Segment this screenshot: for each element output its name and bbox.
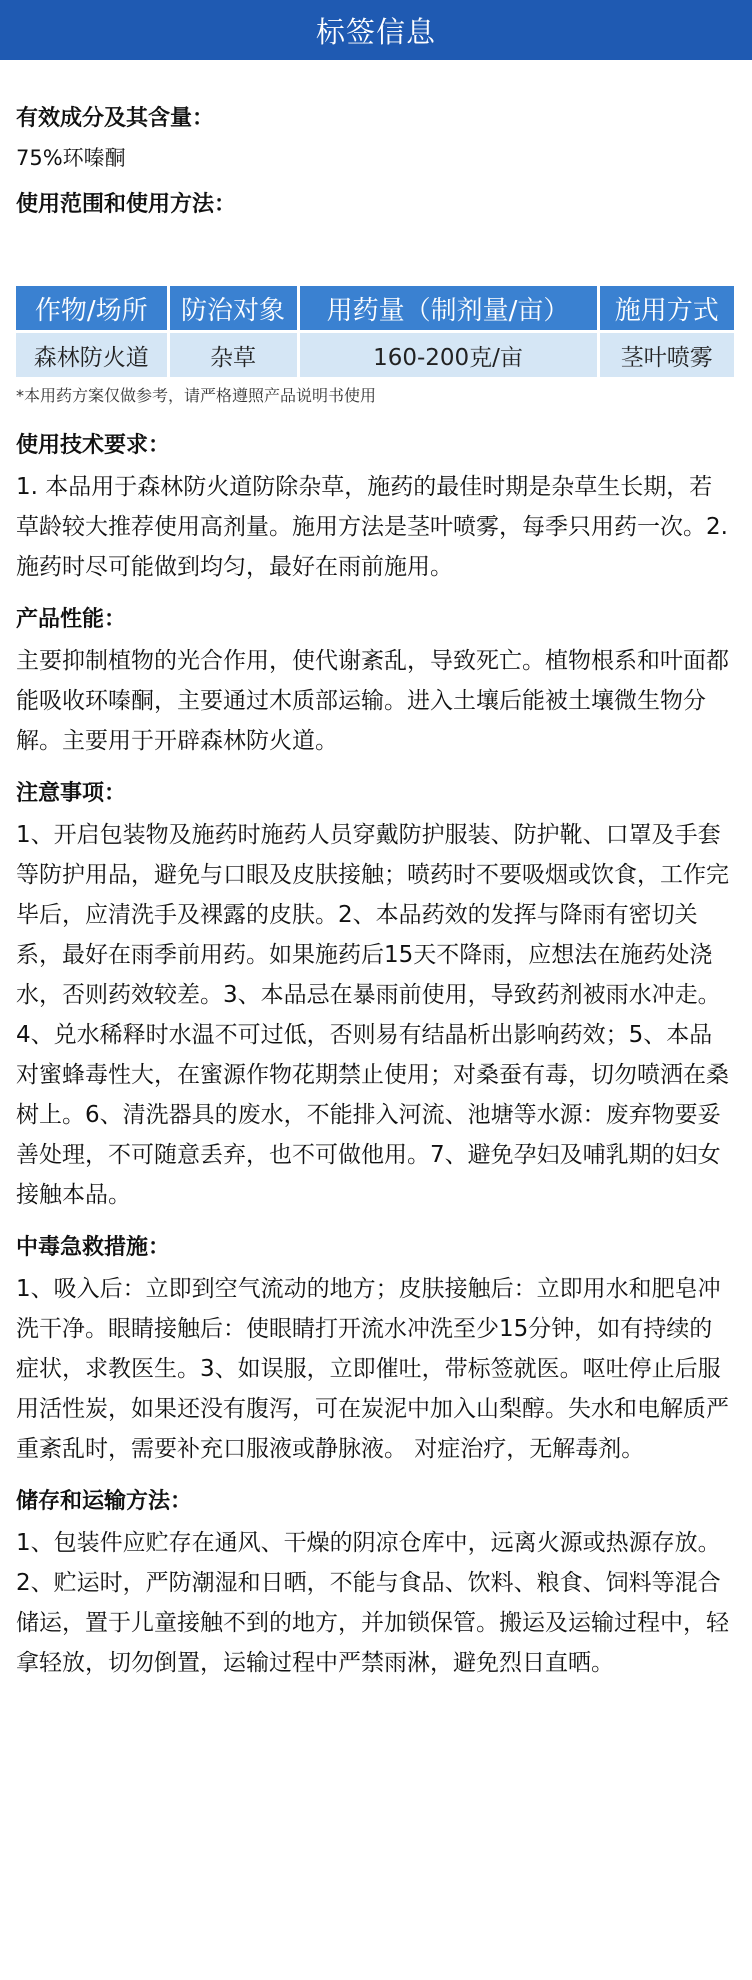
usage-table-cell: 茎叶喷雾 [598,332,734,378]
usage-table-header-cell: 施用方式 [598,286,734,332]
table-row [16,332,734,378]
usage-table-header-cell: 作物/场所 [16,286,168,332]
usage-table-cell: 160-200克/亩 [298,332,598,378]
page-title: 标签信息 [315,14,436,49]
first-aid-title: 中毒急救措施： [16,1235,171,1260]
first-aid-text: 1、吸入后：立即到空气流动的地方；皮肤接触后：立即用水和肥皂冲洗干净。眼睛接触后：使眼睛打开流水冲洗至少15分钟，如有持续的症状，求教医生。3、如误服，立即催吐，带标签就医。呕吐停止后服用活性炭，如果还没有腹泻，可在炭泥中加入山梨醇。失水和电解质严重紊乱时，需要补充口服液或静脉液。 对症治疗，无解毒剂。 [16,1276,729,1462]
usage-table-note: *本用药方案仅做参考，请严格遵照产品说明书使用 [16,386,377,405]
scope-title: 使用范围和使用方法： [16,192,237,217]
usage-table-header-cell: 用药量（制剂量/亩） [298,286,598,332]
performance-text: 主要抑制植物的光合作用，使代谢紊乱，导致死亡。植物根系和叶面都能吸收环嗪酮，主要通过木质部运输。进入土壤后能被土壤微生物分解。主要用于开辟森林防火道。 [16,648,729,754]
performance-title: 产品性能： [16,607,127,632]
usage-table [16,286,734,377]
storage-text: 1、包装件应贮存在通风、干燥的阴凉仓库中，远离火源或热源存放。2、贮运时，严防潮湿和日晒，不能与食品、饮料、粮食、饲料等混合储运，置于儿童接触不到的地方，并加锁保管。搬运及运输过程中，轻拿轻放，切勿倒置，运输过程中严禁雨淋，避免烈日直晒。 [16,1530,729,1676]
notice-title: 注意事项： [16,781,127,806]
usage-table-cell: 森林防火道 [16,332,168,378]
page-header [0,0,752,60]
usage-table-header-row [16,286,734,332]
storage-title: 储存和运输方法： [16,1489,193,1514]
label-content [0,104,752,1683]
ingredients-value: 75%环嗪酮 [16,146,126,170]
ingredients-title: 有效成分及其含量： [16,106,215,131]
tech-requirements-text: 1. 本品用于森林防火道防除杂草，施药的最佳时期是杂草生长期，若草龄较大推荐使用高剂量。施用方法是茎叶喷雾，每季只用药一次。2. 施药时尽可能做到均匀，最好在雨前施用。 [16,474,728,580]
tech-requirements-title: 使用技术要求： [16,433,171,458]
usage-table-cell: 杂草 [168,332,298,378]
notice-text: 1、开启包装物及施药时施药人员穿戴防护服装、防护靴、口罩及手套等防护用品，避免与口眼及皮肤接触；喷药时不要吸烟或饮食，工作完毕后，应清洗手及裸露的皮肤。2、本品药效的发挥与降雨有密切关系，最好在雨季前用药。如果施药后15天不降雨，应想法在施药处浇水，否则药效较差。3、本品忌在暴雨前使用，导致药剂被雨水冲走。4、兑水稀释时水温不可过低，否则易有结晶析出影响药效；5、本品对蜜蜂毒性大，在蜜源作物花期禁止使用；对桑蚕有毒，切勿喷洒在桑树上。6、清洗器具的废水，不能排入河流、池塘等水源：废弃物要妥善处理，不可随意丢弃，也不可做他用。7、避免孕妇及哺乳期的妇女接触本品。 [16,822,729,1208]
usage-table-header-cell: 防治对象 [168,286,298,332]
